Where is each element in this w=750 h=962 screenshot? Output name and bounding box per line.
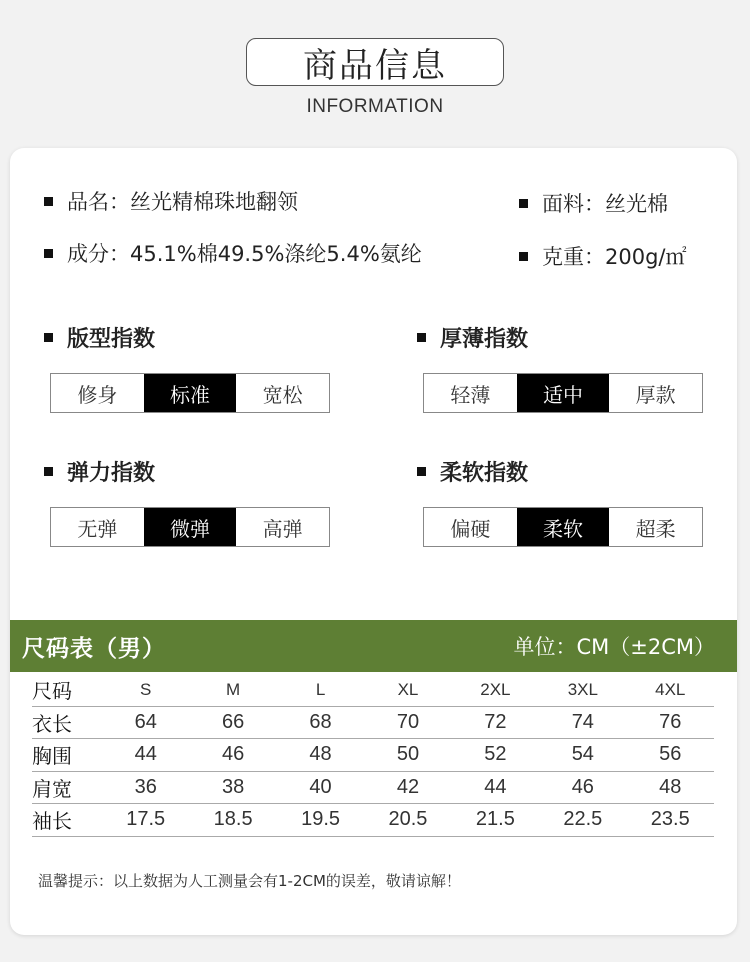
table-row (32, 739, 714, 772)
table-cell: 68 (277, 706, 364, 739)
table-cell: 20.5 (364, 804, 451, 837)
softness-option-ultra-soft: 超柔 (635, 516, 676, 541)
table-row (32, 706, 714, 739)
table-cell: 21.5 (452, 804, 539, 837)
info-card (10, 148, 737, 935)
composition: 成分：45.1%棉49.5%涤纶5.4%氨纶 (67, 242, 422, 266)
elasticity-index-heading (44, 456, 155, 487)
size-table (32, 674, 714, 837)
page-title-text: 商品信息 (303, 45, 447, 86)
row-label-chest: 胸围 (32, 739, 102, 772)
table-cell: 38 (189, 771, 276, 804)
thickness-index-label: 厚薄指数 (440, 327, 529, 352)
fit-index-heading (44, 322, 155, 353)
table-cell: 44 (102, 739, 189, 772)
table-cell: 22.5 (539, 804, 626, 837)
fabric: 面料：丝光棉 (542, 192, 668, 216)
size-col: M (189, 674, 276, 706)
size-header-label: 尺码 (32, 674, 102, 706)
table-cell: 48 (277, 739, 364, 772)
thickness-option-medium: 适中 (517, 374, 610, 412)
fit-option-loose: 宽松 (262, 382, 303, 407)
bullet-icon (44, 333, 53, 342)
size-col: XL (364, 674, 451, 706)
table-cell: 50 (364, 739, 451, 772)
size-chart-title: 尺码表（男） (22, 635, 166, 662)
thickness-index-heading (417, 322, 528, 353)
bullet-icon (519, 252, 528, 261)
softness-index-label: 柔软指数 (440, 461, 529, 486)
table-cell: 18.5 (189, 804, 276, 837)
elasticity-option-none: 无弹 (77, 516, 118, 541)
bullet-icon (44, 197, 53, 206)
table-cell: 17.5 (102, 804, 189, 837)
elasticity-index-label: 弹力指数 (67, 461, 156, 486)
table-cell: 48 (627, 771, 714, 804)
softness-option-firm: 偏硬 (450, 516, 491, 541)
fabric-row (519, 188, 668, 218)
bullet-icon (417, 467, 426, 476)
product-name-row (44, 186, 298, 216)
fit-index-scale (50, 373, 330, 413)
softness-index-scale (423, 507, 703, 547)
bullet-icon (417, 333, 426, 342)
row-label-length: 衣长 (32, 706, 102, 739)
table-cell: 56 (627, 739, 714, 772)
table-cell: 19.5 (277, 804, 364, 837)
thickness-index-scale (423, 373, 703, 413)
row-label-shoulder: 肩宽 (32, 771, 102, 804)
composition-row (44, 238, 422, 268)
table-cell: 52 (452, 739, 539, 772)
size-col: 4XL (627, 674, 714, 706)
table-cell: 46 (189, 739, 276, 772)
table-cell: 54 (539, 739, 626, 772)
weight-row (519, 241, 687, 271)
table-cell: 42 (364, 771, 451, 804)
size-col: S (102, 674, 189, 706)
page-subtitle: INFORMATION (306, 96, 444, 117)
measurement-tip: 温馨提示：以上数据为人工测量会有1-2CM的误差，敬请谅解！ (38, 872, 461, 890)
bullet-icon (44, 467, 53, 476)
bullet-icon (44, 249, 53, 258)
page-title (246, 38, 504, 86)
fit-index-label: 版型指数 (67, 327, 156, 352)
elasticity-option-slight: 微弹 (144, 508, 237, 546)
weight: 克重：200g/㎡ (542, 245, 687, 269)
size-col: L (277, 674, 364, 706)
table-cell: 40 (277, 771, 364, 804)
thickness-option-thick: 厚款 (635, 382, 676, 407)
table-cell: 44 (452, 771, 539, 804)
thickness-option-light: 轻薄 (450, 382, 491, 407)
softness-index-heading (417, 456, 528, 487)
elasticity-index-scale (50, 507, 330, 547)
table-row (32, 804, 714, 837)
row-label-sleeve: 袖长 (32, 804, 102, 837)
table-cell: 76 (627, 706, 714, 739)
table-cell: 64 (102, 706, 189, 739)
table-cell: 72 (452, 706, 539, 739)
table-row (32, 771, 714, 804)
table-cell: 70 (364, 706, 451, 739)
table-cell: 74 (539, 706, 626, 739)
fit-option-slim: 修身 (77, 382, 118, 407)
product-name: 品名：丝光精棉珠地翻领 (67, 190, 298, 214)
table-cell: 46 (539, 771, 626, 804)
elasticity-option-high: 高弹 (262, 516, 303, 541)
table-cell: 23.5 (627, 804, 714, 837)
table-cell: 36 (102, 771, 189, 804)
table-cell: 66 (189, 706, 276, 739)
bullet-icon (519, 199, 528, 208)
size-col: 3XL (539, 674, 626, 706)
fit-option-standard: 标准 (144, 374, 237, 412)
size-chart-unit: 单位：CM（±2CM） (513, 635, 715, 659)
size-chart-header (10, 620, 737, 672)
size-col: 2XL (452, 674, 539, 706)
softness-option-soft: 柔软 (517, 508, 610, 546)
size-header-row (32, 674, 714, 706)
